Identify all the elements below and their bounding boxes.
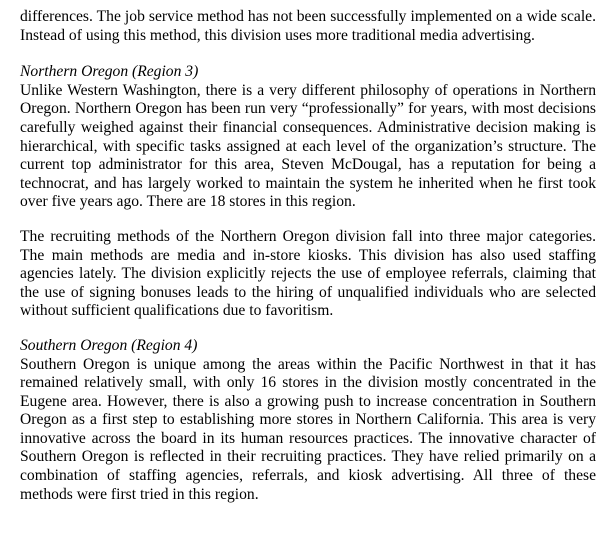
section-heading: Southern Oregon (Region 4) [20,336,198,354]
section-paragraph: Unlike Western Washington, there is a very different philosophy of operations in Northern Oregon. Northern Oregon has been run very “professionally” for years, with most decisions carefully weighed against their financial consequences. Administrative decision making is hierarchical, with specific tasks assigned at each level of the organization’s structure. The current top administrator for this area, Steven McDougal, has a reputation for being a technocrat, and has largely worked to maintain the system he inherited when he first took over five years ago. There are 18 stores in this region. [20,81,596,211]
section-southern-oregon [20,337,596,504]
section-northern-oregon [20,63,596,321]
section-paragraph: Southern Oregon is unique among the areas within the Pacific Northwest in that it has remained relatively small, with only 16 stores in the division mostly concentrated in the Eugene area. However, there is also a growing push to increase concentration in Southern Oregon as a first step to establishing more stores in Northern California. This area is very innovative across the board in its human resources practices. The innovative character of Southern Oregon is reflected in their recruiting practices. They have relied primarily on a combination of staffing agencies, referrals, and kiosk advertising. All three of these methods were first tried in this region. [20,355,596,503]
section-paragraph: The recruiting methods of the Northern Oregon division fall into three major categories. The main methods are media and in-store kiosks. This division has also used staffing agencies lately. The division explicitly rejects the use of employee referrals, claiming that the use of signing bonuses leads to the hiring of unqualified individuals who are selected without sufficient qualifications due to favoritism. [20,227,596,320]
paragraph-spacer [20,45,596,63]
paragraph-spacer [20,321,596,337]
intro-paragraph: differences. The job service method has not been successfully implemented on a wide scale. Instead of using this method, this division uses more traditional media advertising. [20,8,596,44]
document-page [20,8,596,504]
section-heading: Northern Oregon (Region 3) [20,63,199,81]
paragraph-spacer [20,212,596,228]
